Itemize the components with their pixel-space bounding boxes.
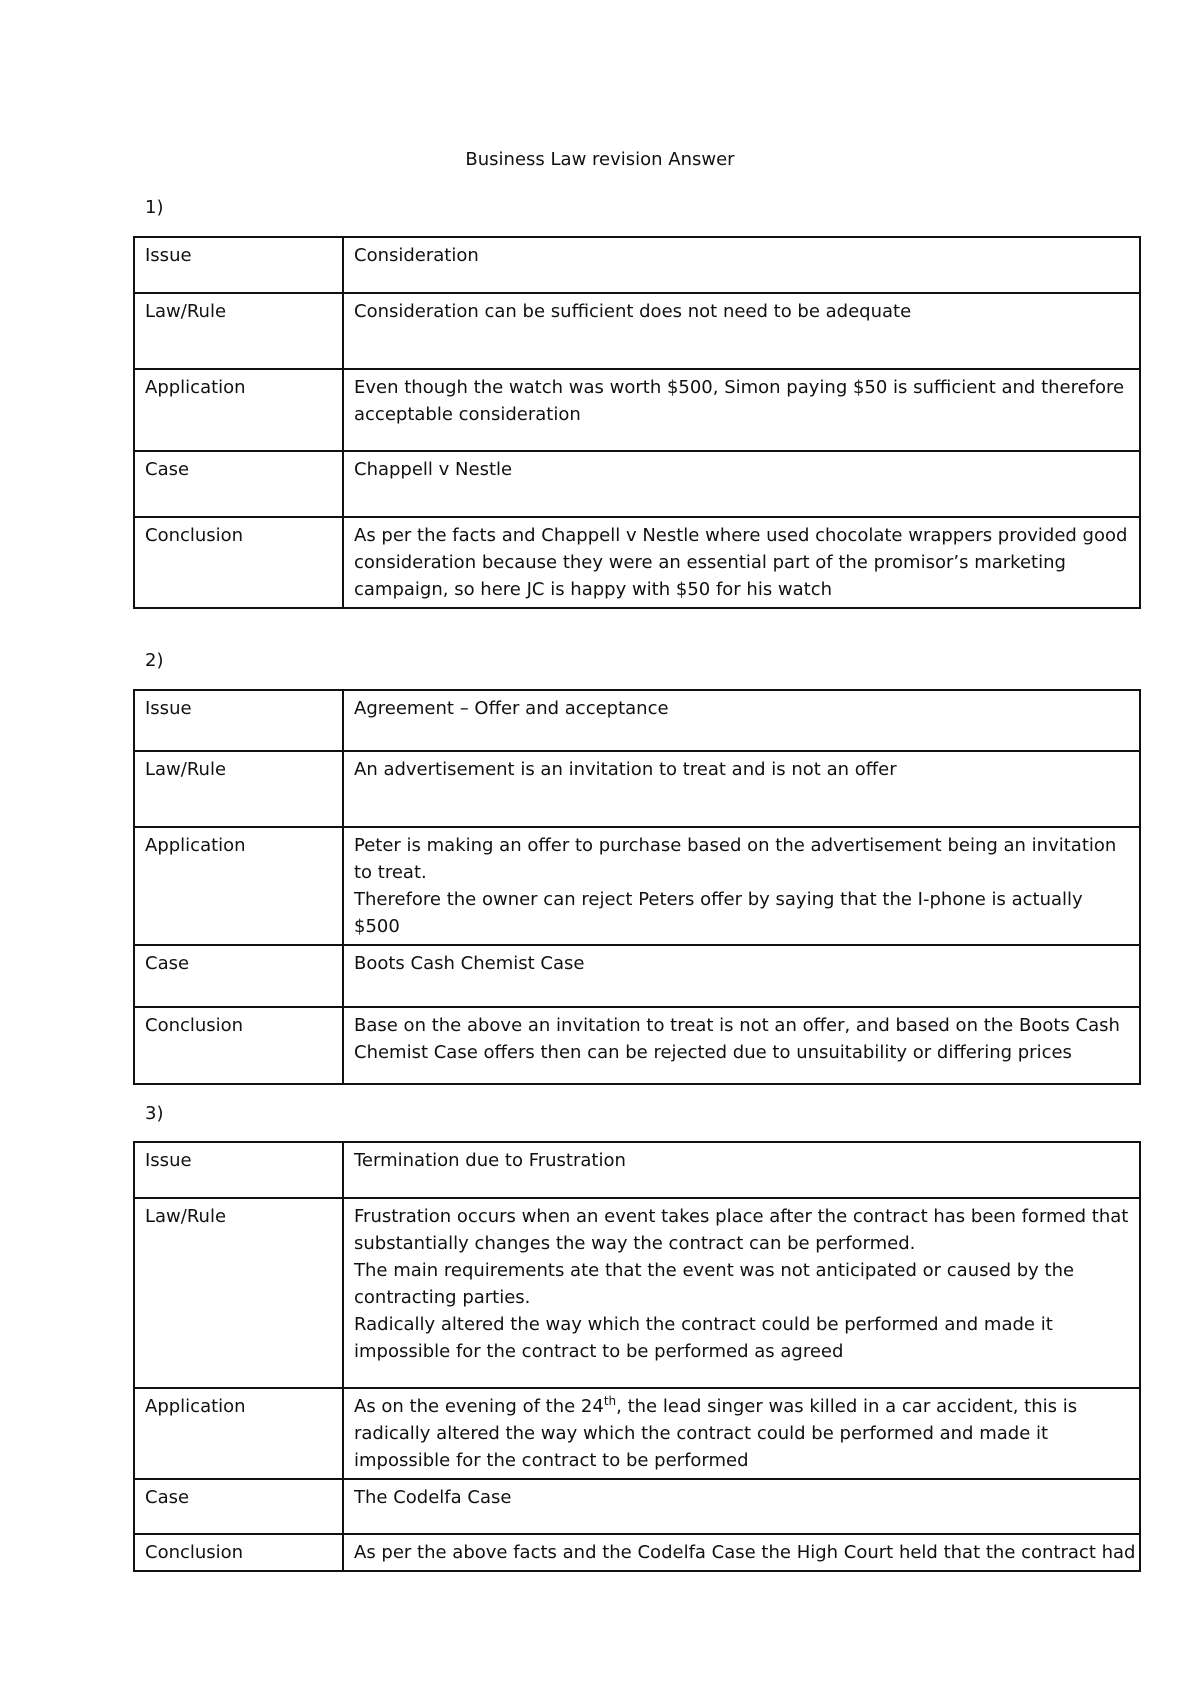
table-row bbox=[134, 690, 1140, 751]
row-label: Issue bbox=[134, 237, 343, 293]
row-text: Termination due to Frustration bbox=[343, 1142, 1140, 1198]
table-row bbox=[134, 751, 1140, 827]
row-label: Issue bbox=[134, 690, 343, 751]
question-3-table bbox=[133, 1141, 1141, 1572]
row-text: Agreement – Offer and acceptance bbox=[343, 690, 1140, 751]
row-text: Chappell v Nestle bbox=[343, 451, 1140, 517]
row-text: Consideration can be sufficient does not need to be adequate bbox=[343, 293, 1140, 369]
document-title: Business Law revision Answer bbox=[465, 149, 735, 170]
question-2-table bbox=[133, 689, 1141, 1085]
row-text: Base on the above an invitation to treat is not an offer, and based on the Boots Cash Chemist Case offers then can be rejected due to unsuitability or differing prices bbox=[343, 1007, 1140, 1084]
table-row bbox=[134, 1007, 1140, 1084]
row-text: Peter is making an offer to purchase based on the advertisement being an invitation to treat. Therefore the owner can reject Peters offer by saying that the I-phone is actually $500 bbox=[343, 827, 1140, 945]
row-text bbox=[343, 1388, 1140, 1479]
row-text: Consideration bbox=[343, 237, 1140, 293]
row-label: Issue bbox=[134, 1142, 343, 1198]
table-row bbox=[134, 945, 1140, 1007]
application-text-end: , the lead singer was killed in a car accident, this is radically altered the way which the contract could be performed and made it impossible for the contract to be performed bbox=[354, 1396, 1078, 1471]
row-label: Law/Rule bbox=[134, 1198, 343, 1388]
table-row bbox=[134, 827, 1140, 945]
question-2-number: 2) bbox=[145, 650, 164, 671]
table-row bbox=[134, 1534, 1140, 1571]
row-text: Even though the watch was worth $500, Simon paying $50 is sufficient and therefore acceptable consideration bbox=[343, 369, 1140, 451]
table-row bbox=[134, 293, 1140, 369]
table-row bbox=[134, 369, 1140, 451]
row-label: Application bbox=[134, 1388, 343, 1479]
application-text-start: As on the evening of the 24 bbox=[354, 1396, 604, 1417]
row-label: Case bbox=[134, 451, 343, 517]
table-row bbox=[134, 1479, 1140, 1534]
row-label: Case bbox=[134, 945, 343, 1007]
row-text: The Codelfa Case bbox=[343, 1479, 1140, 1534]
table-row bbox=[134, 237, 1140, 293]
row-label: Conclusion bbox=[134, 1534, 343, 1571]
row-label: Conclusion bbox=[134, 517, 343, 608]
row-label: Application bbox=[134, 369, 343, 451]
ordinal-suffix: th bbox=[603, 1394, 617, 1408]
row-label: Application bbox=[134, 827, 343, 945]
row-text: As per the above facts and the Codelfa Case the High Court held that the contract had bbox=[343, 1534, 1140, 1571]
question-1-number: 1) bbox=[145, 197, 164, 218]
table-row bbox=[134, 1142, 1140, 1198]
row-text: An advertisement is an invitation to treat and is not an offer bbox=[343, 751, 1140, 827]
table-row bbox=[134, 1198, 1140, 1388]
table-row bbox=[134, 451, 1140, 517]
row-text: Boots Cash Chemist Case bbox=[343, 945, 1140, 1007]
row-label: Law/Rule bbox=[134, 751, 343, 827]
table-row bbox=[134, 517, 1140, 608]
row-text: As per the facts and Chappell v Nestle where used chocolate wrappers provided good consideration because they were an essential part of the promisor’s marketing campaign, so here JC is happy with $50 for his watch bbox=[343, 517, 1140, 608]
row-text: Frustration occurs when an event takes place after the contract has been formed that substantially changes the way the contract can be performed. The main requirements ate that the event was not anticipated or caused by the contracting parties. Radically altered the way which the contract could be performed and made it impossible for the contract to be performed as agreed bbox=[343, 1198, 1140, 1388]
table-row bbox=[134, 1388, 1140, 1479]
row-label: Law/Rule bbox=[134, 293, 343, 369]
question-3-number: 3) bbox=[145, 1103, 164, 1124]
row-label: Conclusion bbox=[134, 1007, 343, 1084]
question-1-table bbox=[133, 236, 1141, 609]
row-label: Case bbox=[134, 1479, 343, 1534]
